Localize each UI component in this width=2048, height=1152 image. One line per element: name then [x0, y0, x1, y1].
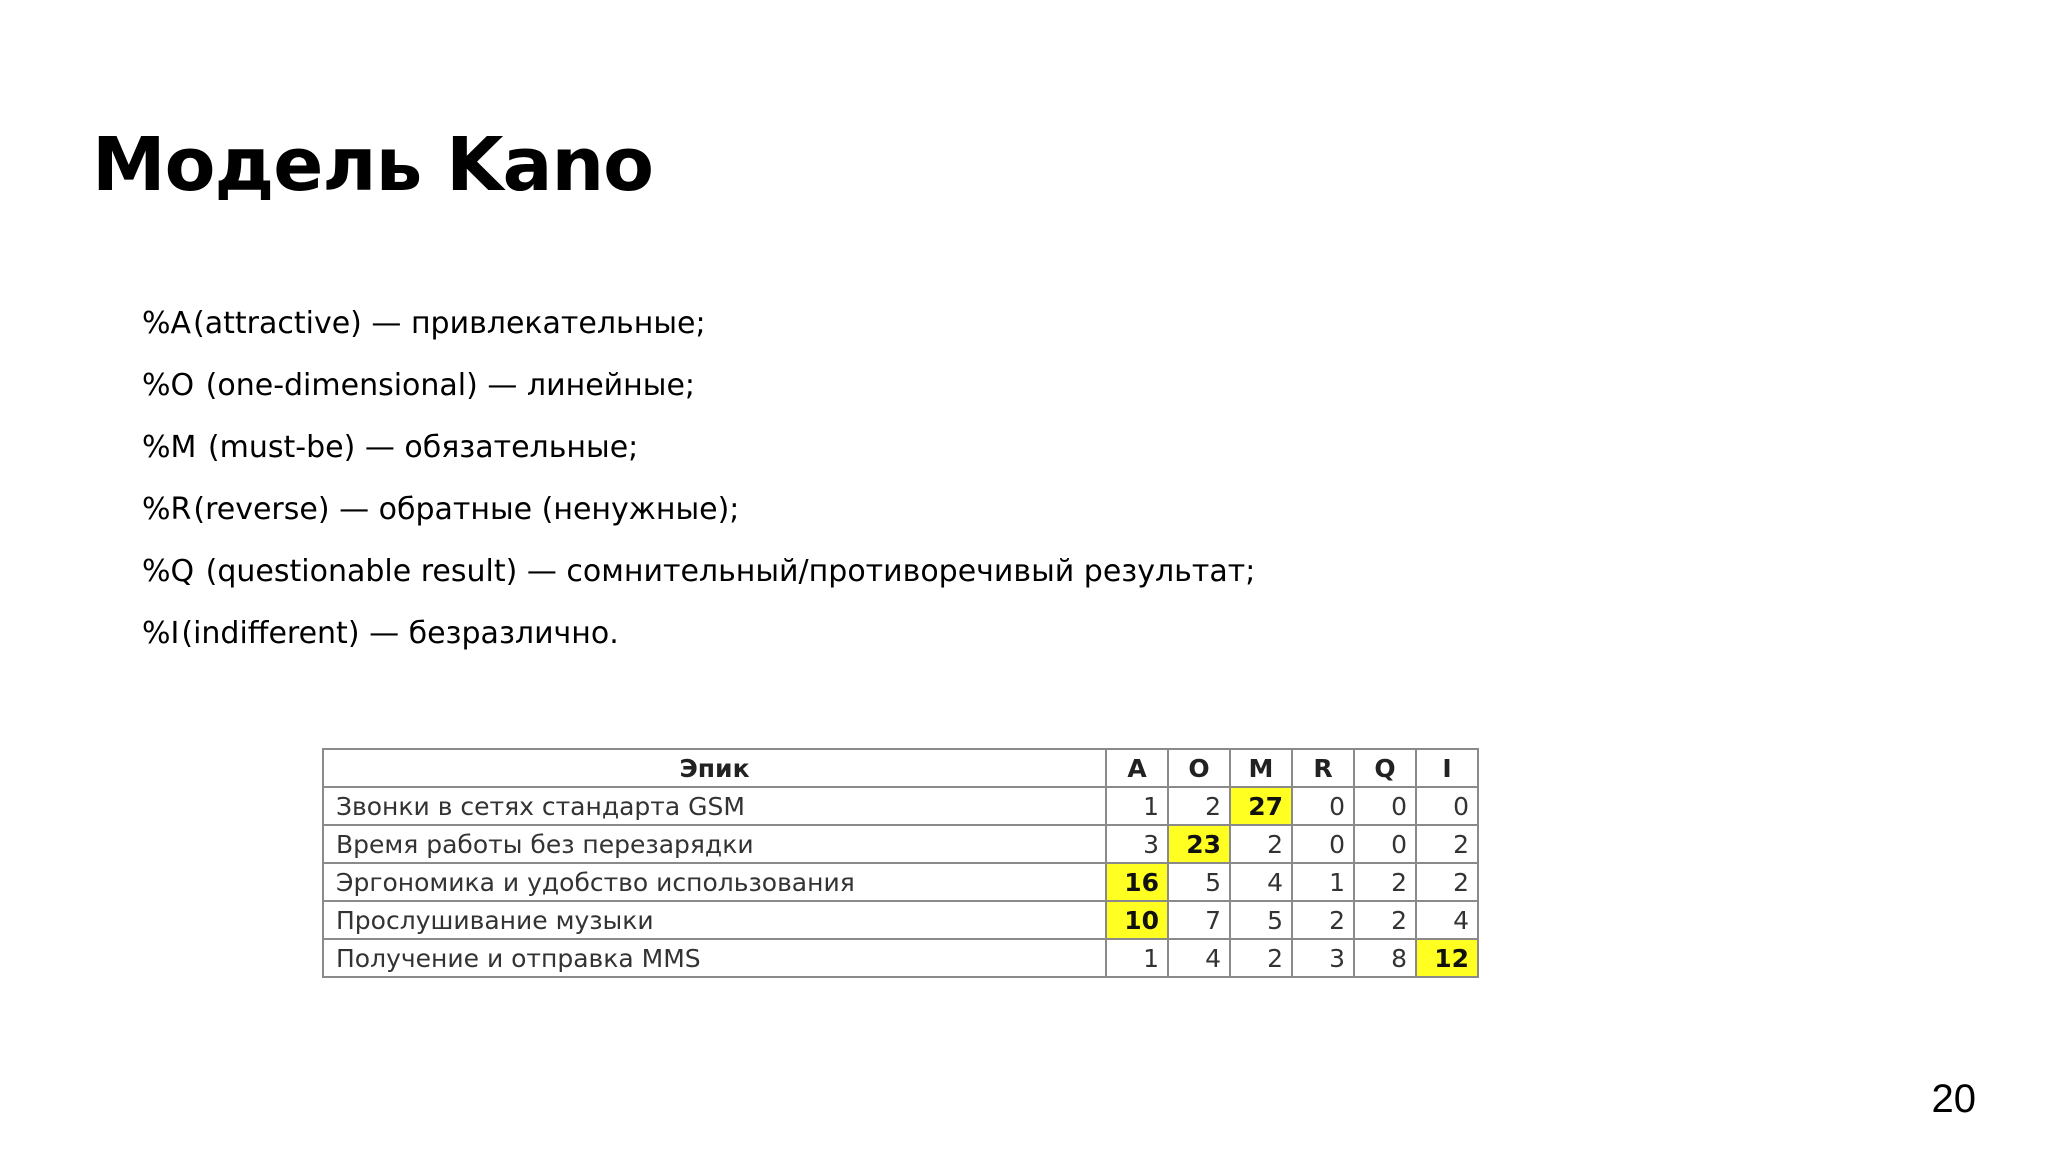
bullet-marker: %M: [142, 430, 197, 465]
kano-table: [322, 748, 1479, 978]
value-cell: 0: [1354, 825, 1416, 863]
epic-cell: Время работы без перезарядки: [323, 825, 1106, 863]
table-row: [323, 939, 1478, 977]
table-row: [323, 787, 1478, 825]
value-cell: 0: [1292, 825, 1354, 863]
bullet-text: (indifferent) — безразлично.: [181, 616, 619, 651]
value-cell: 2: [1416, 825, 1478, 863]
value-cell: 1: [1106, 787, 1168, 825]
table-row: [323, 825, 1478, 863]
value-cell: 7: [1168, 901, 1230, 939]
bullet-text: (must-be) — обязательные;: [198, 430, 639, 465]
value-cell: 5: [1230, 901, 1292, 939]
list-item: [142, 430, 1255, 492]
value-cell: 2: [1168, 787, 1230, 825]
value-cell: 4: [1416, 901, 1478, 939]
table-header-row: [323, 749, 1478, 787]
value-cell: 10: [1106, 901, 1168, 939]
header-a: A: [1106, 749, 1168, 787]
header-o: O: [1168, 749, 1230, 787]
header-epic: Эпик: [323, 749, 1106, 787]
table-row: [323, 863, 1478, 901]
epic-cell: Получение и отправка MMS: [323, 939, 1106, 977]
list-item: [142, 492, 1255, 554]
bullet-marker: %I: [142, 616, 180, 651]
slide-title: Модель Kano: [92, 122, 653, 208]
epic-cell: Звонки в сетях стандарта GSM: [323, 787, 1106, 825]
value-cell: 3: [1292, 939, 1354, 977]
page-number: 20: [1931, 1077, 1976, 1121]
bullet-marker: %O: [142, 368, 195, 403]
value-cell: 0: [1292, 787, 1354, 825]
value-cell: 2: [1354, 863, 1416, 901]
value-cell: 8: [1354, 939, 1416, 977]
bullet-marker: %R: [142, 492, 192, 527]
header-m: M: [1230, 749, 1292, 787]
bullet-text: (reverse) — обратные (ненужные);: [193, 492, 740, 527]
list-item: [142, 616, 1255, 678]
list-item: [142, 306, 1255, 368]
value-cell: 2: [1230, 939, 1292, 977]
value-cell: 3: [1106, 825, 1168, 863]
list-item: [142, 554, 1255, 616]
value-cell: 2: [1354, 901, 1416, 939]
value-cell: 27: [1230, 787, 1292, 825]
value-cell: 1: [1106, 939, 1168, 977]
epic-cell: Эргономика и удобство использования: [323, 863, 1106, 901]
header-i: I: [1416, 749, 1478, 787]
value-cell: 2: [1416, 863, 1478, 901]
value-cell: 23: [1168, 825, 1230, 863]
bullet-text: (one-dimensional) — линейные;: [196, 368, 696, 403]
epic-cell: Прослушивание музыки: [323, 901, 1106, 939]
bullet-text: (attractive) — привлекательные;: [193, 306, 706, 341]
header-r: R: [1292, 749, 1354, 787]
category-list: [142, 306, 1255, 678]
value-cell: 4: [1230, 863, 1292, 901]
value-cell: 2: [1292, 901, 1354, 939]
list-item: [142, 368, 1255, 430]
value-cell: 16: [1106, 863, 1168, 901]
value-cell: 5: [1168, 863, 1230, 901]
value-cell: 0: [1416, 787, 1478, 825]
value-cell: 1: [1292, 863, 1354, 901]
bullet-marker: %A: [142, 306, 192, 341]
bullet-marker: %Q: [142, 554, 195, 589]
bullet-text: (questionable result) — сомнительный/противоречивый результат;: [196, 554, 1256, 589]
value-cell: 0: [1354, 787, 1416, 825]
header-q: Q: [1354, 749, 1416, 787]
value-cell: 2: [1230, 825, 1292, 863]
value-cell: 12: [1416, 939, 1478, 977]
table-row: [323, 901, 1478, 939]
value-cell: 4: [1168, 939, 1230, 977]
